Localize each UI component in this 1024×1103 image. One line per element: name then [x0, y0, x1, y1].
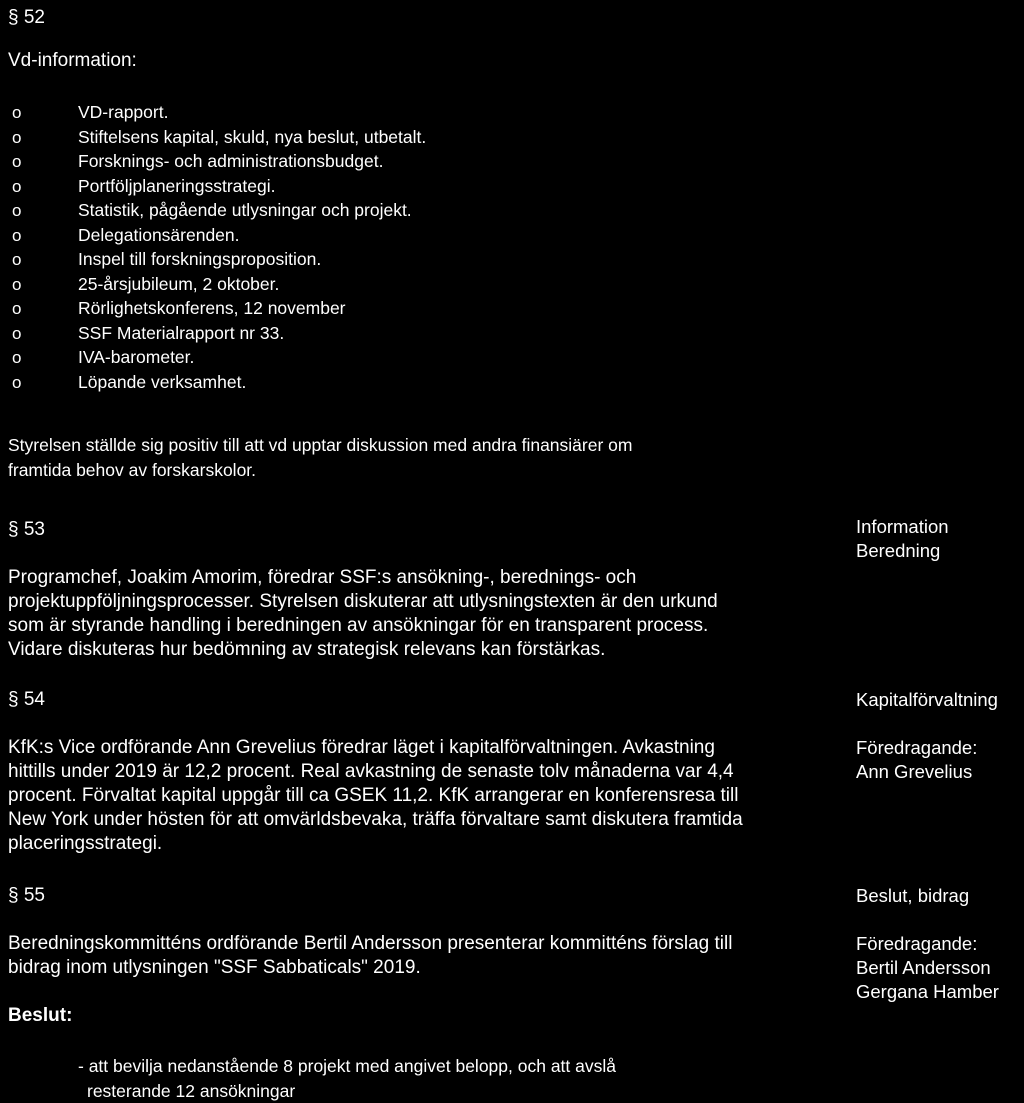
- list-item-text: Portföljplaneringsstrategi.: [78, 175, 276, 196]
- bullet-icon: o: [12, 299, 22, 318]
- bullet-icon: o: [12, 348, 22, 367]
- list-item: [12, 100, 426, 125]
- side-note-line: Bertil Andersson: [856, 957, 991, 978]
- decision-label: Beslut:: [8, 1005, 73, 1026]
- paragraph-line: Programchef, Joakim Amorim, föredrar SSF:s ansökning-, berednings- och: [8, 567, 637, 588]
- bullet-icon: o: [12, 372, 22, 392]
- list-item-text: IVA-barometer.: [78, 347, 195, 367]
- bullet-icon: o: [12, 323, 22, 343]
- bullet-icon: o: [12, 274, 22, 294]
- s55-side-title: Beslut, bidrag: [856, 885, 970, 906]
- list-item-text: Rörlighetskonferens, 12 november: [78, 298, 346, 318]
- paragraph-line: KfK:s Vice ordförande Ann Grevelius föredrar läget i kapitalförvaltningen. Avkastning: [8, 737, 715, 758]
- list-item-text: VD-rapport.: [78, 102, 169, 122]
- list-item: [12, 174, 426, 199]
- side-note-line: Föredragande:: [856, 933, 978, 954]
- list-item-text: Inspel till forskningsproposition.: [78, 249, 322, 269]
- list-item: [12, 321, 426, 346]
- list-item: [12, 223, 426, 248]
- section-number-54: § 54: [8, 689, 45, 710]
- paragraph-line: framtida behov av forskarskolor.: [8, 459, 257, 480]
- bullet-icon: o: [12, 176, 22, 196]
- list-item: [12, 296, 426, 321]
- list-item-text: Statistik, pågående utlysningar och projekt.: [78, 200, 412, 220]
- s54-side-title: Kapitalförvaltning: [856, 689, 998, 710]
- paragraph-line: hittills under 2019 är 12,2 procent. Real avkastning de senaste tolv månaderna var 4,4: [8, 761, 734, 782]
- bullet-icon: o: [12, 201, 22, 220]
- paragraph-line: Styrelsen ställde sig positiv till att vd upptar diskussion med andra finansiärer om: [8, 435, 633, 455]
- list-item: [12, 149, 426, 174]
- paragraph-line: som är styrande handling i beredningen av ansökningar för en transparent process.: [8, 615, 709, 636]
- s52-paragraph: [8, 433, 632, 482]
- section-title-vd-information: Vd-information:: [8, 50, 137, 71]
- list-item-text: 25-årsjubileum, 2 oktober.: [78, 273, 280, 294]
- s55-paragraph: [8, 932, 732, 980]
- list-item: [12, 345, 426, 370]
- decision-line: resterande 12 ansökningar: [87, 1080, 296, 1101]
- paragraph-line: procent. Förvaltat kapital uppgår till ca GSEK 11,2. KfK arrangerar en konferensresa till: [8, 785, 739, 806]
- bullet-icon: o: [12, 152, 22, 171]
- bullet-icon: o: [12, 225, 22, 245]
- paragraph-line: bidrag inom utlysningen "SSF Sabbaticals" 2019.: [8, 957, 421, 978]
- vd-information-list: [12, 100, 426, 394]
- section-number-55: § 55: [8, 885, 45, 906]
- decision-text: [78, 1054, 616, 1103]
- side-note-line: Information: [856, 516, 949, 537]
- list-item: [12, 247, 426, 272]
- s53-paragraph: [8, 566, 718, 662]
- section-number-52: § 52: [8, 7, 45, 28]
- s53-side-note: [856, 515, 949, 563]
- s54-paragraph: [8, 736, 743, 856]
- paragraph-line: placeringsstrategi.: [8, 833, 163, 854]
- paragraph-line: New York under hösten för att omvärldsbevaka, träffa förvaltare samt diskutera framtida: [8, 809, 743, 830]
- side-note-line: Gergana Hamber: [856, 981, 999, 1002]
- bullet-icon: o: [12, 127, 22, 147]
- paragraph-line: Vidare diskuteras hur bedömning av strategisk relevans kan förstärkas.: [8, 639, 606, 660]
- bullet-icon: o: [12, 250, 22, 269]
- list-item-text: Forsknings- och administrationsbudget.: [78, 151, 384, 171]
- list-item: [12, 272, 426, 297]
- list-item-text: Stiftelsens kapital, skuld, nya beslut, utbetalt.: [78, 126, 427, 147]
- s55-side-note: [856, 932, 999, 1004]
- list-item-text: Delegationsärenden.: [78, 224, 240, 245]
- side-note-line: Föredragande:: [856, 737, 978, 758]
- bullet-icon: o: [12, 103, 22, 122]
- s54-side-note: [856, 736, 977, 784]
- section-number-53: § 53: [8, 519, 45, 540]
- paragraph-line: projektuppföljningsprocesser. Styrelsen diskuterar att utlysningstexten är den urkund: [8, 591, 718, 612]
- paragraph-line: Beredningskommitténs ordförande Bertil Andersson presenterar kommitténs förslag till: [8, 933, 733, 954]
- list-item: [12, 370, 426, 395]
- list-item: [12, 125, 426, 150]
- side-note-line: Beredning: [856, 540, 941, 561]
- decision-line: - att bevilja nedanstående 8 projekt med angivet belopp, och att avslå: [78, 1056, 616, 1076]
- list-item: [12, 198, 426, 223]
- side-note-line: Ann Grevelius: [856, 761, 973, 782]
- list-item-text: Löpande verksamhet.: [78, 371, 247, 392]
- list-item-text: SSF Materialrapport nr 33.: [78, 322, 285, 343]
